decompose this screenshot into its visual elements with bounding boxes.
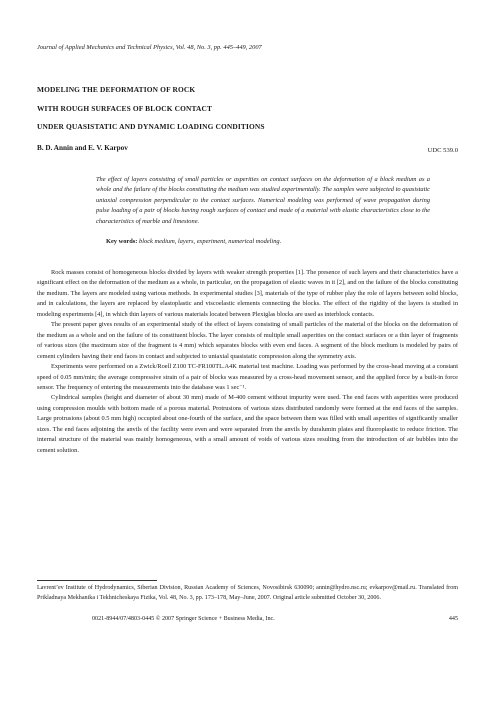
title-line-3: UNDER QUASISTATIC AND DYNAMIC LOADING CONDITIONS — [37, 122, 265, 131]
footnote: Lavrent’ev Institute of Hydrodynamics, Siberian Division, Russian Academy of Sciences, Novosibirsk 630090; annin@hydro.nsc.ru; evkarpov@mail.ru. Translated from Prikladnaya Mekhanika i Tekhnicheskaya Fizika, Vol. 48, No. 3, pp. 173–178, May–June, 2007. Original article submitted October 30, 2006. — [37, 585, 458, 601]
paper-title — [37, 81, 467, 137]
journal-header: Journal of Applied Mechanics and Technical Physics, Vol. 48, No. 3, pp. 445–449, 2007 — [37, 44, 262, 51]
keywords — [106, 238, 436, 245]
title-line-2: WITH ROUGH SURFACES OF BLOCK CONTACT — [37, 103, 213, 113]
keywords-text: block medium, layers, experiment, numerical modeling. — [139, 238, 282, 245]
copyright-line: 0021-8944/07/4803-0445 © 2007 Springer Science + Business Media, Inc. — [92, 616, 275, 622]
abstract: The effect of layers consisting of small particles or asperities on contact surfaces on the deformation of a block medium as a whole and the failure of the blocks constituting the medium was studied experimentally. The samples were subjected to quasistatic uniaxial compression perpendicular to the contact surfaces. Numerical modeling was performed of wave propagation during pulse loading of a pair of blocks having rough surfaces of contact and made of a material with elastic characteristics close to the characteristics of marble and limestone. — [96, 176, 430, 225]
paragraph-4: Cylindrical samples (height and diameter of about 30 mm) made of M-400 cement without impurity were used. The end faces with asperities were produced using compression moulds with bottom made of a porous material. Protrusions of various sizes distributed randomly were formed at the end faces of the samples. Large protrusions (about 0.5 mm high) occupied about one-fourth of the surface, and the space between them was filled with small asperities of significantly smaller sizes. The end faces adjoining the anvils of the facility were even and were separated from the anvils by duralumin plates and fluoroplastic to reduce friction. The internal structure of the material was mainly homogeneous, with a small amount of voids of various sizes resulting from the introduction of air bubbles into the cement solution. — [37, 394, 458, 454]
body-text — [37, 268, 458, 456]
paragraph-1: Rock masses consist of homogeneous blocks divided by layers with weaker strength properties [1]. The presence of such layers and their characteristics have a significant effect on the deformation of the medium as a whole, in particular, on the propagation of elastic waves in it [2], and on the failure of the blocks constituting the medium. The layers are modeled using various methods. In experimental studies [3], materials of the type of rubber play the role of layers between solid blocks, and in calculations, the layers are replaced by elastoplastic and viscoelastic elements connecting the blocks. The effect of the rigidity of the layers is studied in modeling experiments [4], in which thin layers of various materials located between Plexiglas blocks are used as interblock contacts. — [37, 269, 458, 318]
udc-code: UDC 539.0 — [427, 147, 458, 154]
title-line-1: MODELING THE DEFORMATION OF ROCK — [37, 85, 196, 94]
keywords-label: Key words: — [106, 238, 138, 245]
paragraph-2: The present paper gives results of an experimental study of the effect of layers consisting of small particles of the material of the blocks on the deformation of the medium as a whole and on the failure of its constituent blocks. The layer consists of multiple small asperities on the contact surfaces or a thin layer of fragments of various sizes (the maximum size of the fragment is 4 mm) which separates blocks with even end faces. A segment of the block medium is modeled by pairs of cement cylinders having their end faces in contact and subjected to uniaxial quasistatic compression along the symmetry axis. — [37, 321, 458, 360]
authors: B. D. Annin and E. V. Karpov — [37, 144, 128, 152]
page-number: 445 — [448, 616, 458, 622]
footnote-divider — [37, 580, 157, 581]
paragraph-3: Experiments were performed on a Zwick/Roell Z100 TC-FR100TL.A4K material test machine. Loading was performed by the cross-head moving at a constant speed of 0.05 mm/min; the average compressive strain of a pair of blocks was measured by a cross-head movement sensor, and the applied force by a built-in force sensor. The frequency of entering the measurements into the database was 1 sec⁻¹. — [37, 363, 458, 391]
